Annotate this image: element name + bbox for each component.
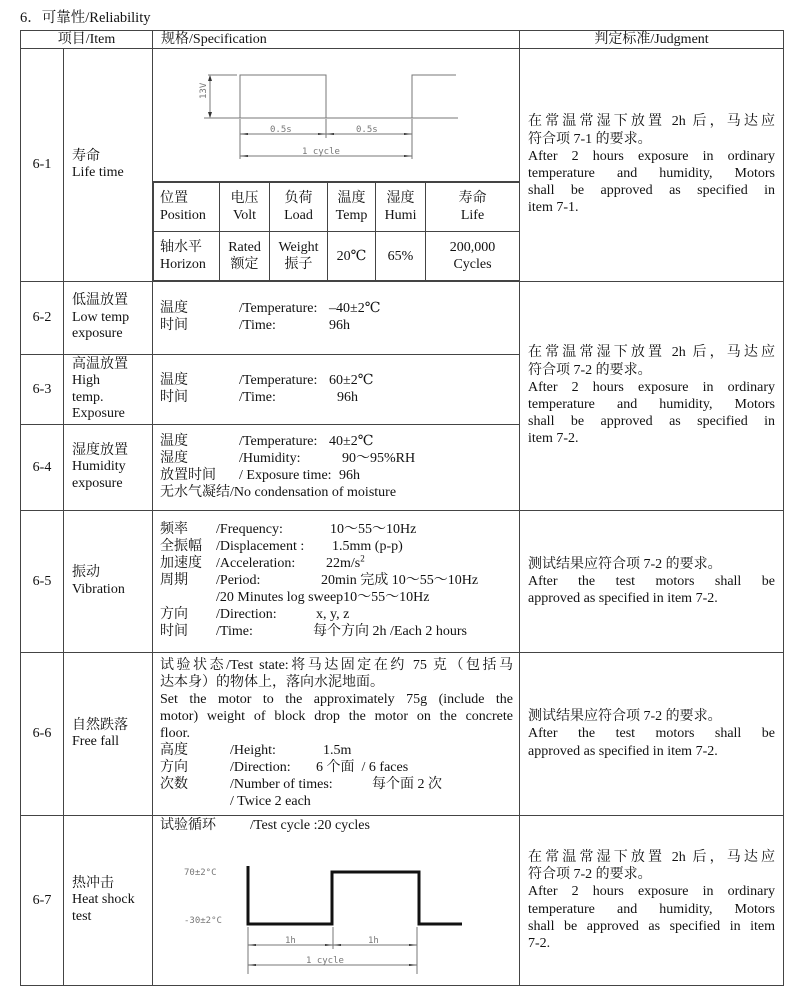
cond-value: 20℃ <box>328 232 376 281</box>
judgment-text: temperature and humidity, Motors <box>528 901 776 917</box>
judgment-text: After the test motors shall be <box>528 726 776 742</box>
judgment-text: After 2 hours exposure in ordinary <box>528 379 776 395</box>
spec-cell <box>153 653 520 816</box>
spec-line: 高度 /Height: 1.5m <box>160 742 352 758</box>
spec-line: 全振幅 /Displacement : 1.5mm (p-p) <box>160 539 403 554</box>
cond-header: 温度 Temp <box>328 183 376 232</box>
header-item: 项目/Item <box>21 31 153 49</box>
item-number: 6-3 <box>21 355 64 425</box>
table-row <box>21 653 784 816</box>
judgment-text: After 2 hours exposure in ordinary <box>528 884 776 900</box>
judgment-cell <box>520 49 784 282</box>
spec-line: 温度 /Temperature: 60±2℃ <box>160 372 374 388</box>
judgment-cell <box>520 282 784 511</box>
pulse-high <box>240 75 326 118</box>
spec-cell <box>153 816 520 986</box>
spec-line: 时间 /Time: 96h <box>160 318 351 333</box>
cond-header: 负荷 Load <box>270 183 328 232</box>
item-number: 6-4 <box>21 425 64 511</box>
cond-header: 位置 Position <box>154 183 220 232</box>
test-cycle-line: 试验循环 /Test cycle :20 cycles <box>160 818 370 833</box>
spec-cell <box>153 282 520 355</box>
judgment-text: 符合项 7-1 的要求。 <box>528 131 652 147</box>
spec-cell <box>153 425 520 511</box>
spec-line: 频率 /Frequency: 10～55～10Hz <box>160 522 417 537</box>
spec-line: 次数 /Number of times: 每个面 2 次 <box>160 776 443 792</box>
judgment-text: 符合项 7-2 的要求。 <box>528 867 652 883</box>
high-temp-label: 70±2°C <box>184 868 217 878</box>
judgment-text: 在常温常湿下放置 2h 后，马达应 <box>528 849 776 865</box>
item-number: 6-5 <box>21 511 64 653</box>
spec-line: 温度 /Temperature: 40±2℃ <box>160 433 374 449</box>
item-number: 6-2 <box>21 282 64 355</box>
judgment-text: 符合项 7-2 的要求。 <box>528 362 652 378</box>
item-name-en: Life time <box>72 165 124 180</box>
table-row <box>21 511 784 653</box>
item-name: 低温放置 Low temp exposure <box>64 282 153 355</box>
judgment-text: 7-2. <box>528 935 551 951</box>
table-row <box>21 816 784 986</box>
life-time-waveform <box>153 49 520 182</box>
life-conditions <box>153 182 520 282</box>
judgment-text: shall be approved as specified in <box>528 414 776 430</box>
item-number: 6-7 <box>21 816 64 986</box>
judgment-cell <box>520 511 784 653</box>
segment2-label: 1h <box>368 936 379 946</box>
cond-header: 湿度 Humi <box>376 183 426 232</box>
segment2-label: 0.5s <box>356 125 378 135</box>
judgment-text: 在常温常湿下放置 2h 后，马达应 <box>528 114 776 130</box>
pulse-next <box>412 75 456 118</box>
section-title: 6．可靠性/Reliability <box>20 10 151 26</box>
table-row <box>21 282 784 355</box>
temperature-profile <box>248 866 462 924</box>
item-name-cn: 寿命 <box>72 148 100 164</box>
heat-shock-waveform <box>160 834 512 984</box>
low-temp-label: -30±2°C <box>184 916 222 926</box>
spec-line: /20 Minutes log sweep10～55～10Hz <box>216 590 430 605</box>
conditions-header-row <box>154 183 520 232</box>
judgment-text: approved as specified in item 7-2. <box>528 591 718 607</box>
item-name: 高温放置 High temp. Exposure <box>64 355 153 425</box>
item-name: 湿度放置 Humidity exposure <box>64 425 153 511</box>
cycle-label: 1 cycle <box>306 956 344 966</box>
cond-value: 200,000 Cycles <box>426 232 520 281</box>
judgment-text: 测试结果应符合项 7-2 的要求。 <box>528 556 722 572</box>
spec-line: 时间 /Time: 每个方向 2h /Each 2 hours <box>160 624 467 639</box>
cond-value: 轴水平 Horizon <box>154 232 220 281</box>
segment1-label: 1h <box>285 936 296 946</box>
header-spec: 规格/Specification <box>153 31 520 49</box>
judgment-text: After 2 hours exposure in ordinary <box>528 148 776 164</box>
cycle-label: 1 cycle <box>302 147 340 157</box>
judgment-text: temperature and humidity, Motors <box>528 397 776 412</box>
reliability-table <box>20 30 784 986</box>
spec-line: 温度 /Temperature: –40±2℃ <box>160 301 381 316</box>
test-state-paragraph: 试验状态/Test state:将马达固定在约 75 克（包括马 达本身）的物体上，落向水泥地面。 Set the motor to the approximately 75g (include the motor) weight of block drop the motor on the concrete floor. <box>160 657 514 741</box>
conditions-value-row <box>154 232 520 281</box>
voltage-label: 13V <box>199 82 210 99</box>
judgment-text: shall be approved as specified in <box>528 183 776 199</box>
item-name: 振动 Vibration <box>64 511 153 653</box>
table-row <box>21 49 784 182</box>
item-name: 自然跌落 Free fall <box>64 653 153 816</box>
cond-header: 电压 Volt <box>220 183 270 232</box>
judgment-cell <box>520 816 784 986</box>
spec-cell <box>153 355 520 425</box>
judgment-text: temperature and humidity, Motors <box>528 166 776 181</box>
life-conditions-table <box>153 182 519 281</box>
judgment-cell <box>520 653 784 816</box>
spec-line: 方向 /Direction: x, y, z <box>160 607 350 622</box>
spec-line: / Twice 2 each <box>230 793 311 809</box>
segment1-label: 0.5s <box>270 125 292 135</box>
table-header-row <box>21 31 784 49</box>
cond-value: Weight 振子 <box>270 232 328 281</box>
judgment-text: item 7-1. <box>528 200 579 216</box>
judgment-text: item 7-2. <box>528 431 579 447</box>
spec-line: 方向 /Direction: 6 个面 / 6 faces <box>160 759 409 775</box>
cond-header: 寿命 Life <box>426 183 520 232</box>
judgment-text: 在常温常湿下放置 2h 后，马达应 <box>528 345 776 361</box>
spec-note: 无水气凝结/No condensation of moisture <box>160 484 397 500</box>
item-number: 6-1 <box>21 49 64 282</box>
spec-line: 放置时间 / Exposure time: 96h <box>160 467 361 483</box>
square-wave-diagram <box>153 49 519 181</box>
item-name: 热冲击 Heat shock test <box>64 816 153 986</box>
spec-line: 周期 /Period: 20min 完成 10～55～10Hz <box>160 573 479 588</box>
judgment-text: shall be approved as specified in item <box>528 918 776 934</box>
spec-line: 湿度 /Humidity: 90～95%RH <box>160 450 416 466</box>
item-number: 6-6 <box>21 653 64 816</box>
cond-value: 65% <box>376 232 426 281</box>
judgment-text: 测试结果应符合项 7-2 的要求。 <box>528 709 722 725</box>
judgment-text: approved as specified in item 7-2. <box>528 743 718 759</box>
cond-value: Rated 额定 <box>220 232 270 281</box>
spec-line: 加速度 /Acceleration: $22m/s^2$ <box>160 553 365 571</box>
spec-cell <box>153 511 520 653</box>
spec-line: 时间 /Time: 96h <box>160 389 359 405</box>
item-name <box>64 49 153 282</box>
header-judgment: 判定标准/Judgment <box>520 31 784 49</box>
judgment-text: After the test motors shall be <box>528 573 776 589</box>
